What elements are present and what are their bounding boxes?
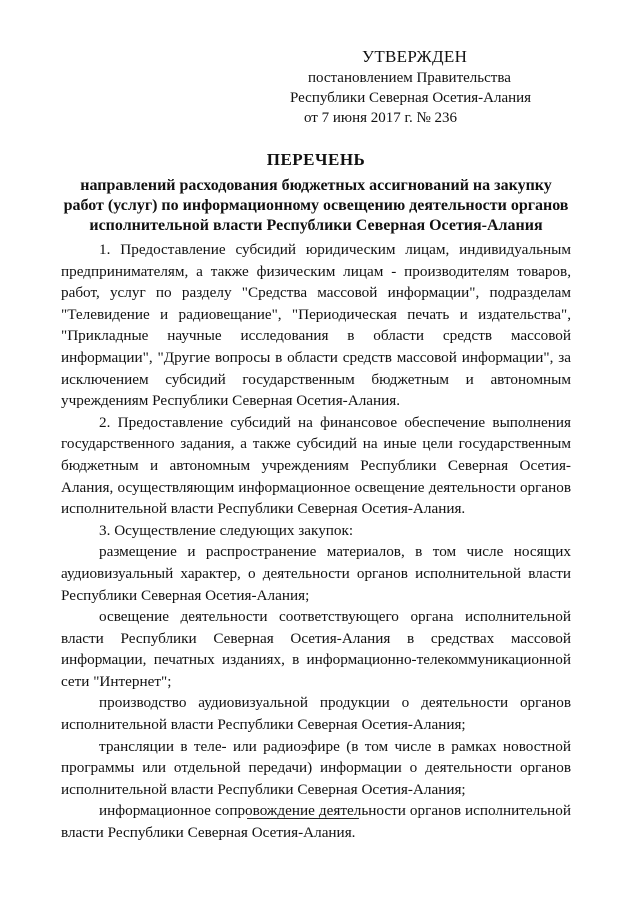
document-body [61, 239, 571, 844]
purchase-item-1: размещение и распространение материалов, в том числе носящих аудиовизуальный характер, о деятельности органов исполнительной власти Республики Северная Осетия-Алания; [61, 543, 571, 604]
closing-rule [247, 818, 359, 819]
title-heading: ПЕРЕЧЕНЬ [266, 150, 366, 169]
purchase-item-2: освещение деятельности соответствующего органа исполнительной власти Республики Северная Осетия-Алания в средствах массовой информации, печатных изданиях, в информационно-телекоммуникационной сети "Интернет"; [61, 608, 571, 690]
paragraph-3: 3. Осуществление следующих закупок: [99, 521, 354, 539]
approval-line-3: от 7 июня 2017 г. № 236 [304, 110, 458, 126]
approval-stamp: УТВЕРЖДЕН [362, 47, 468, 66]
purchase-item-5: информационное сопровождение деятельности органов исполнительной власти Республики Северная Осетия-Алания. [61, 802, 571, 842]
paragraph-1: 1. Предоставление субсидий юридическим лицам, индивидуальным предпринимателям, а также физическим лицам - производителям товаров, работ, услуг по разделу "Средства массовой информации", подразделам "Телевидение и радиовещание", "Периодическая печать и издательства", "Прикладные научные исследования в области средств массовой информации", "Другие вопросы в области средств массовой информации", за исключением субсидий государственным бюджетным и автономным учреждениям Республики Северная Осетия-Алания. [61, 241, 571, 410]
purchase-item-3: производство аудиовизуальной продукции о деятельности органов исполнительной власти Республики Северная Осетия-Алания; [61, 694, 571, 734]
approval-block [290, 46, 570, 128]
document-title [60, 150, 572, 236]
purchase-item-4: трансляции в теле- или радиоэфире (в том числе в рамках новостной программы или отдельной передачи) информации о деятельности органов исполнительной власти Республики Северная Осетия-Алания; [61, 737, 571, 798]
approval-line-1: постановлением Правительства [308, 70, 511, 86]
paragraph-2: 2. Предоставление субсидий на финансовое обеспечение выполнения государственного задания, а также субсидий на иные цели государственным бюджетным и автономным учреждениям Республики Северная Осетия-Алания, осуществляющим информационное освещение деятельности органов исполнительной власти Республики Северная Осетия-Алания. [61, 413, 571, 518]
approval-line-2: Республики Северная Осетия-Алания [290, 90, 532, 106]
title-subtitle: направлений расходования бюджетных ассигнований на закупку работ (услуг) по информационному освещению деятельности органов исполнительной власти Республики Северная Осетия-Алания [63, 177, 569, 234]
